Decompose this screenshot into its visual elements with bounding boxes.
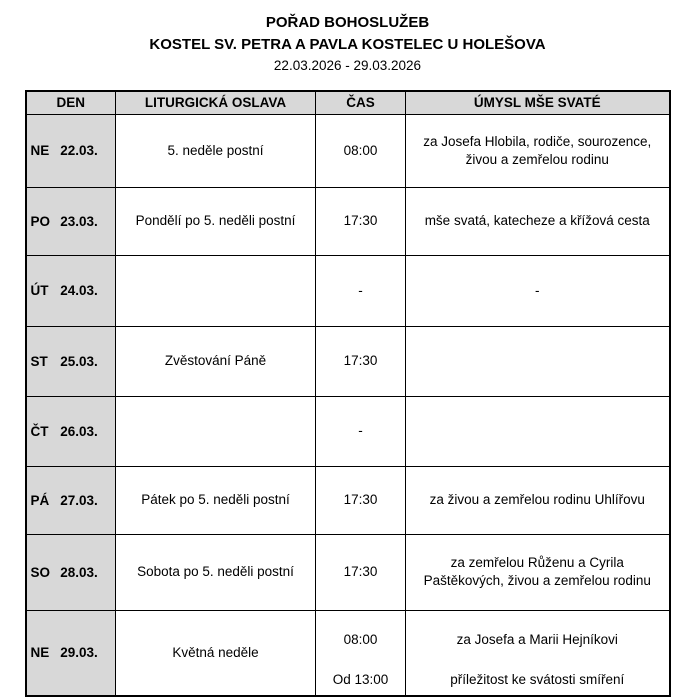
table-row [26,255,670,326]
day-abbrev: PO [30,213,51,229]
table-row [26,326,670,396]
table-row [26,466,670,534]
day-date: 26.03. [60,423,98,439]
day-date: 29.03. [60,645,98,661]
day-date: 23.03. [60,213,98,229]
time-cell: - [316,396,406,466]
celebration-cell [116,396,316,466]
celebration-cell: Květná neděle [116,610,316,696]
page-title: POŘAD BOHOSLUŽEB [265,14,430,31]
intent-cell: za zemřelou Růženu a Cyrila Paštěkových, živou a zemřelou rodinu [406,534,670,610]
day-abbrev: SO [30,564,51,580]
day-cell [26,114,116,187]
intent-cell: za Josefa Hlobila, rodiče, sourozence, živou a zemřelou rodinu [406,114,670,187]
table-row [26,610,670,696]
day-abbrev: NE [30,143,50,159]
day-abbrev: ÚT [30,283,49,299]
time-cell: 17:30 [316,466,406,534]
intent-cell [406,396,670,466]
col-header-umysl: ÚMYSL MŠE SVATÉ [406,91,670,115]
church-name: KOSTEL SV. PETRA A PAVLA KOSTELEC U HOLEŠOVA [149,35,546,53]
day-cell [26,534,116,610]
day-abbrev: ST [30,353,48,369]
time-cell: 17:30 [316,326,406,396]
table-row [26,396,670,466]
day-abbrev: PÁ [30,492,50,508]
celebration-cell: Sobota po 5. neděli postní [116,534,316,610]
intent-cell: - [406,255,670,326]
time-cell: - [316,255,406,326]
day-date: 24.03. [60,283,98,299]
intent-cell [406,326,670,396]
celebration-cell: 5. neděle postní [116,114,316,187]
day-date: 28.03. [60,564,98,580]
day-cell [26,466,116,534]
celebration-cell: Zvěstování Páně [116,326,316,396]
intent-cell [406,610,670,696]
col-header-den: DEN [26,91,116,115]
time-morning: 08:00 [343,632,378,648]
day-abbrev: NE [30,645,50,661]
table-row [26,114,670,187]
day-date: 25.03. [60,353,98,369]
col-header-liturgicka-oslava: LITURGICKÁ OSLAVA [116,91,316,115]
table-row [26,187,670,255]
day-cell [26,326,116,396]
col-header-cas: ČAS [316,91,406,115]
schedule-table [25,90,671,697]
time-cell [316,610,406,696]
day-cell [26,396,116,466]
day-date: 22.03. [60,143,98,159]
day-cell [26,610,116,696]
day-cell [26,187,116,255]
day-date: 27.03. [60,492,98,508]
celebration-cell: Pondělí po 5. neděli postní [116,187,316,255]
date-range: 22.03.2026 - 29.03.2026 [273,57,422,73]
table-row [26,534,670,610]
time-cell: 17:30 [316,534,406,610]
time-cell: 17:30 [316,187,406,255]
intent-cell: za živou a zemřelou rodinu Uhlířovu [406,466,670,534]
time-cell: 08:00 [316,114,406,187]
celebration-cell: Pátek po 5. neděli postní [116,466,316,534]
intent-afternoon: příležitost ke svátosti smíření [450,672,625,688]
intent-morning: za Josefa a Marii Hejníkovi [456,632,618,648]
time-afternoon: Od 13:00 [332,672,389,688]
intent-cell: mše svatá, katecheze a křížová cesta [406,187,670,255]
header-row [26,91,670,115]
title-block [0,12,695,76]
day-abbrev: ČT [30,423,49,439]
celebration-cell [116,255,316,326]
day-cell [26,255,116,326]
